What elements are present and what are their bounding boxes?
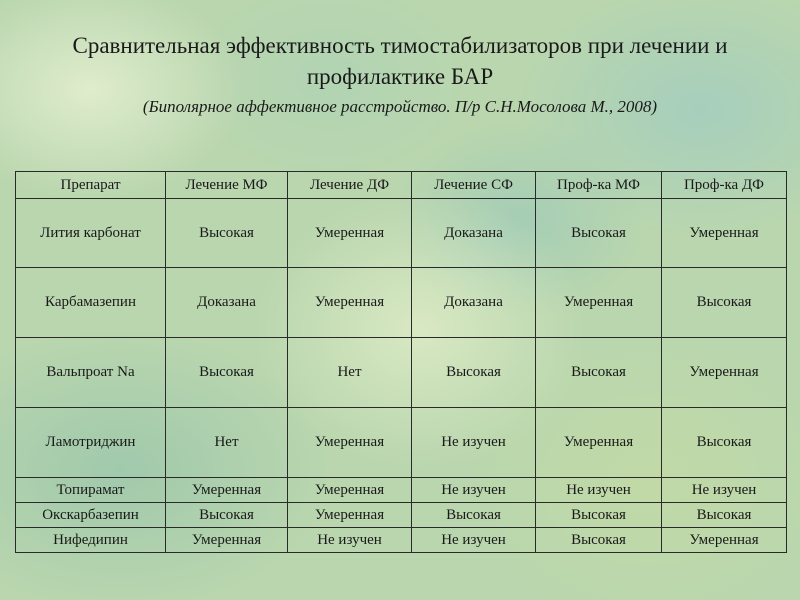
table-row (16, 338, 787, 408)
drug-name-cell: Ламотриджин (16, 408, 166, 478)
table-header-row (16, 172, 787, 199)
table-row (16, 268, 787, 338)
slide-title-line1: Сравнительная эффективность тимостабилизаторов при лечении и (72, 33, 728, 58)
table-cell: Умеренная (288, 199, 412, 268)
slide-subtitle: (Биполярное аффективное расстройство. П/р С.Н.Мосолова М., 2008) (142, 97, 658, 116)
table-cell: Высокая (412, 503, 536, 528)
header-cell: Лечение МФ (166, 172, 288, 199)
comparison-table (15, 171, 787, 553)
table-cell: Не изучен (288, 528, 412, 553)
table-cell: Умеренная (288, 408, 412, 478)
table-cell: Нет (288, 338, 412, 408)
drug-name-cell: Лития карбонат (16, 199, 166, 268)
table-cell: Умеренная (662, 199, 787, 268)
table-cell: Доказана (412, 199, 536, 268)
table-row (16, 503, 787, 528)
table-cell: Высокая (662, 268, 787, 338)
drug-name-cell: Окскарбазепин (16, 503, 166, 528)
table-cell: Доказана (166, 268, 288, 338)
table-cell: Умеренная (288, 503, 412, 528)
slide-title (0, 30, 800, 92)
table-cell: Умеренная (536, 408, 662, 478)
header-cell: Проф-ка ДФ (662, 172, 787, 199)
table-cell: Высокая (536, 338, 662, 408)
table-cell: Высокая (662, 503, 787, 528)
table-cell: Высокая (536, 528, 662, 553)
slide-title-line2: профилактике БАР (306, 64, 494, 89)
table-cell: Не изучен (536, 478, 662, 503)
drug-name-cell: Карбамазепин (16, 268, 166, 338)
table-cell: Высокая (662, 408, 787, 478)
table-cell: Умеренная (166, 528, 288, 553)
table-cell: Умеренная (166, 478, 288, 503)
header-cell: Лечение СФ (412, 172, 536, 199)
table-cell: Не изучен (412, 408, 536, 478)
header-cell: Препарат (16, 172, 166, 199)
table-cell: Не изучен (412, 478, 536, 503)
drug-name-cell: Топирамат (16, 478, 166, 503)
table-cell: Высокая (536, 199, 662, 268)
drug-name-cell: Нифедипин (16, 528, 166, 553)
table-cell: Доказана (412, 268, 536, 338)
table-cell: Высокая (166, 338, 288, 408)
table-row (16, 478, 787, 503)
table-cell: Высокая (536, 503, 662, 528)
table-cell: Умеренная (288, 478, 412, 503)
comparison-table-body (16, 172, 787, 553)
header-cell: Проф-ка МФ (536, 172, 662, 199)
table-cell: Умеренная (288, 268, 412, 338)
table-cell: Не изучен (412, 528, 536, 553)
table-cell: Умеренная (536, 268, 662, 338)
table-cell: Высокая (166, 503, 288, 528)
table-cell: Высокая (412, 338, 536, 408)
table-cell: Высокая (166, 199, 288, 268)
table-cell: Нет (166, 408, 288, 478)
header-cell: Лечение ДФ (288, 172, 412, 199)
table-cell: Умеренная (662, 528, 787, 553)
table-cell: Умеренная (662, 338, 787, 408)
table-row (16, 408, 787, 478)
table-row (16, 199, 787, 268)
drug-name-cell: Вальпроат Na (16, 338, 166, 408)
table-cell: Не изучен (662, 478, 787, 503)
table-row (16, 528, 787, 553)
